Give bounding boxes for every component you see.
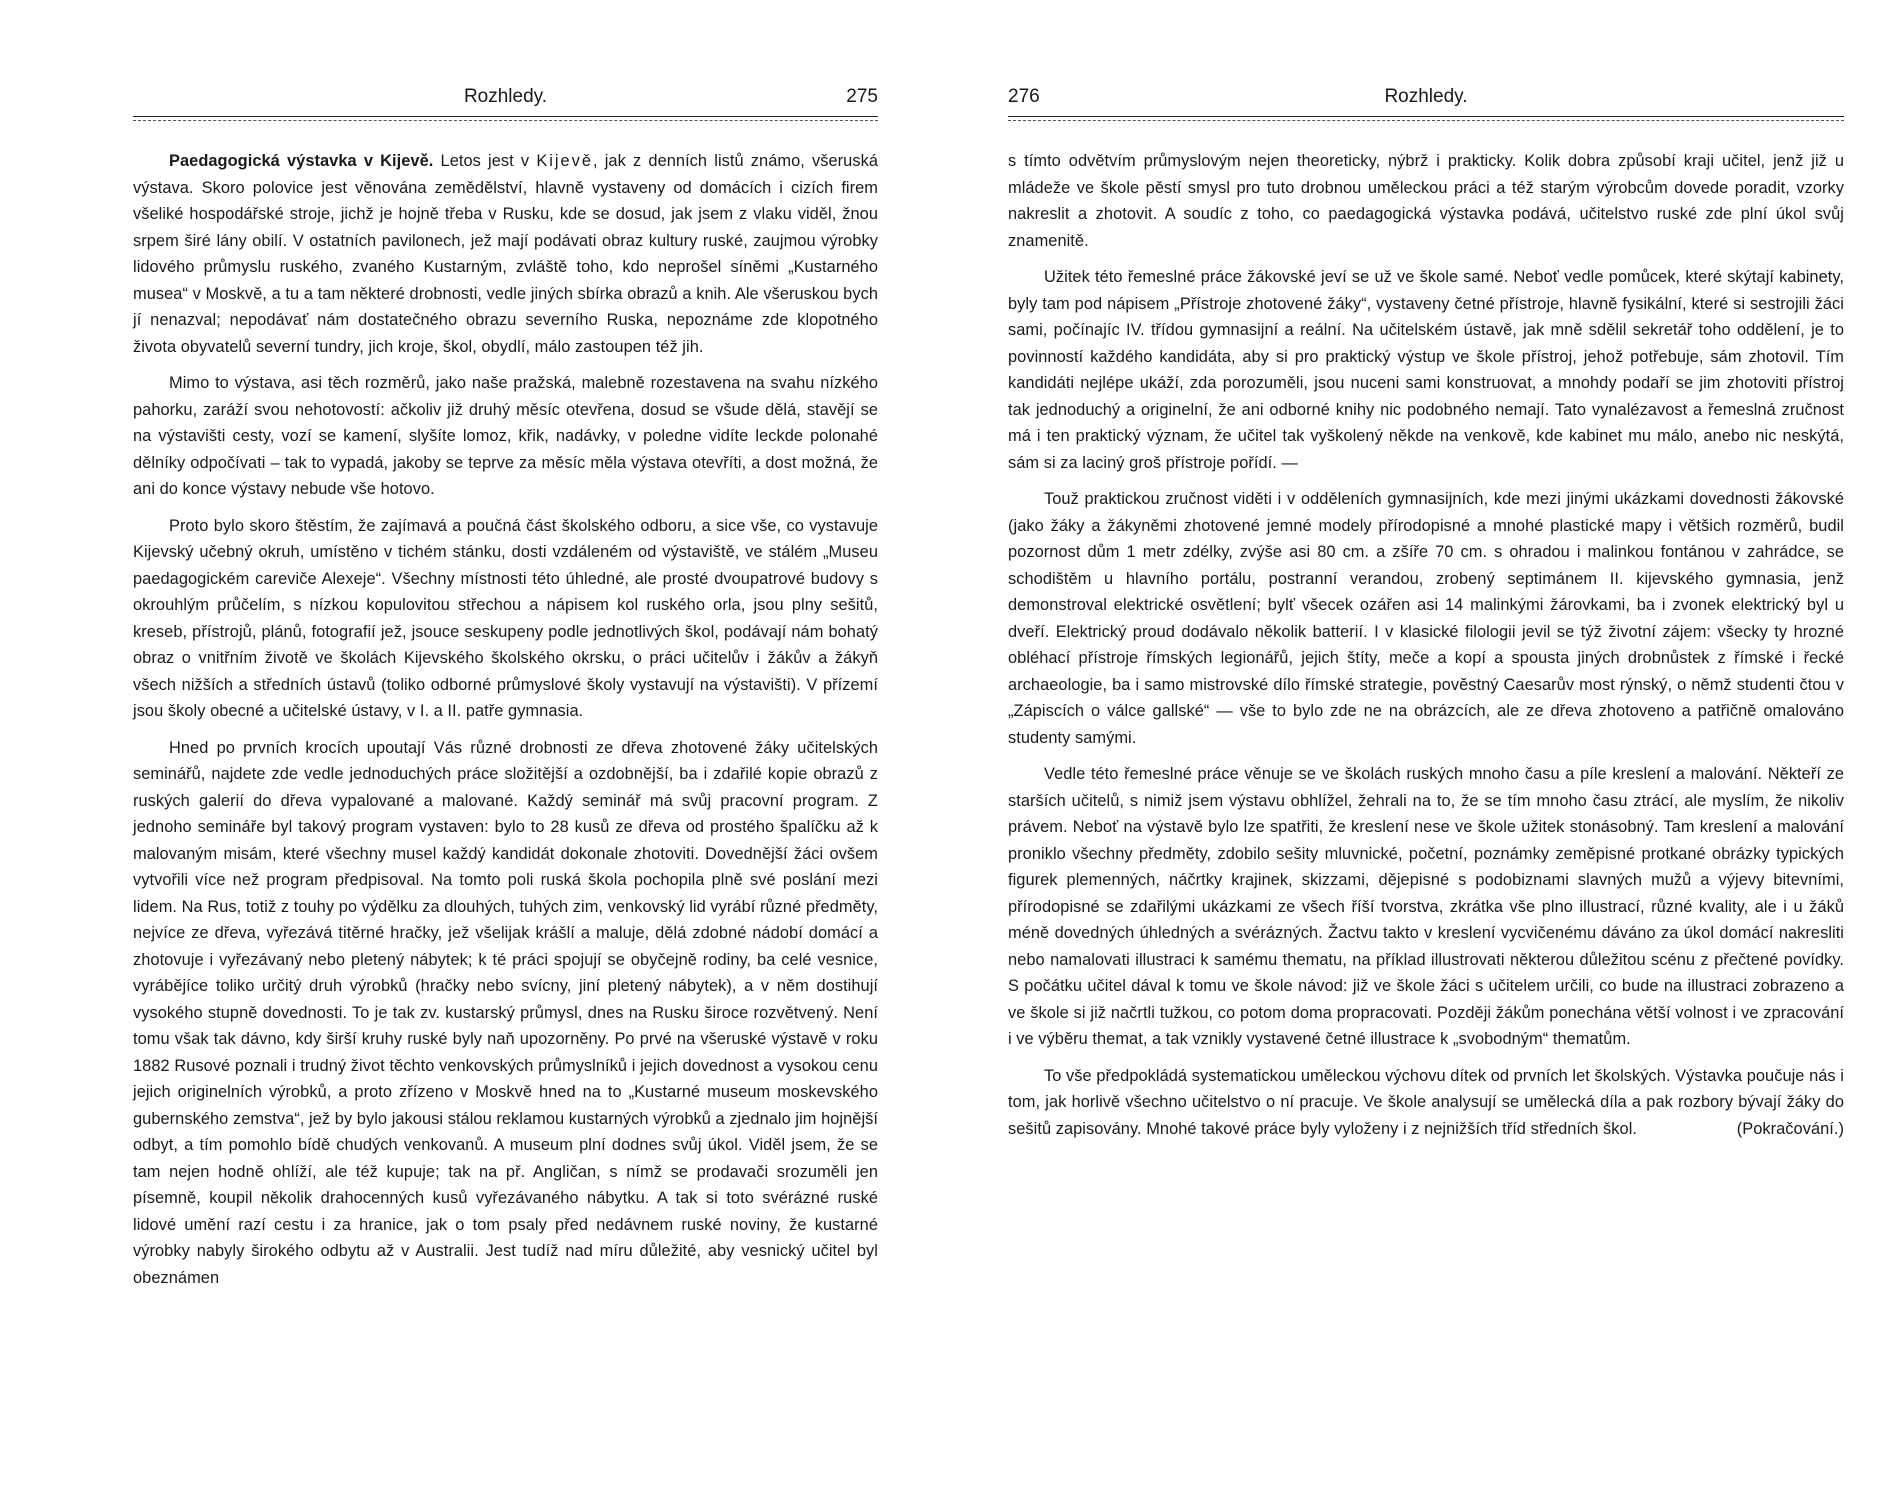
paragraph: Touž praktickou zručnost viděti i v odděleních gymnasijních, kde mezi jinými ukázkami dovednosti žákovské (jako žáky a žákyněmi zhotovené jemné modely přírodopisné a mnohé plastické mapy i většich rozměrů, budil pozornost dům 1 metr zdélky, zvýše asi 80 cm. a zšíře 70 cm. s ohradou i malinkou fontánou v zahrádce, se schodištěm u hlavního portálu, postranní verandou, zrobený septimánem II. kijevského gymnasia, jenž demonstroval elektrické osvětlení; bylť všecek ozářen asi 14 malinkými žárovkami, ba i zvonek elektrický byl u dveří. Elektrický proud dodávalo několik batterií. I v klasické filologii jevil se týž životní zájem: všecky ty hrozné obléhací přístroje římských legionářů, jejich štíty, meče a kopí a spousta jiných drobnůstek z římské i řecké archaeologie, ba i samo mistrovské dílo římské strategie, povĕstný Caesarův most rýnský, o němž studenti čtou v „Zápiscích o válce gallské“ — vše to bylo zde ne na obrázcích, ale ze dřeva zhotoveno a patřičně omalováno studenty samými. xyxy=(1008,490,1844,747)
running-head: Rozhledy. xyxy=(1384,86,1468,107)
paragraph-text: , jak z denních listů známo, všeruská výstava. Skoro polovice jest věnována zemědělství, hlavně vystaveny od domácích i cizích firem všeliké hospodářské stroje, jichž je hojně třeba v Rusku, kde se dosud, jak jsem z vlaku viděl, žnou srpem širé lány obilí. V ostatních pavilonech, jež mají podávati obraz kultury ruské, zaujmou výrobky lidového průmyslu ruského, zvaného Kustarným, zvláště toho, kdo neprošel síněmi „Kustarného musea“ v Moskvě, a tu a tam některé drobnosti, vedle jiných sbírka obrazů a knih. Ale všeruskou bych jí nenazval; nepodávať nám dostatečného obrazu severního Ruska, nepoznáme zde klopotného života obyvatelů severní tundry, jich kroje, škol, obydlí, málo zastoupen též jih. xyxy=(133,152,879,356)
paragraph-continuation: s tímto odvětvím průmyslovým nejen theoreticky, nýbrž i prakticky. Kolik dobra způsobí kraji učitel, jenž již u mládeže ve škole pěstí smysl pro tuto drobnou uměleckou práci a též starým výrobcům dovede poradit, vzorky nakreslit a zhotovit. A soudíc z toho, co paedagogická výstavka podává, učitelstvo ruské zde plní úkol svůj znamenitě. xyxy=(1008,152,1844,250)
paragraph: Užitek této řemeslné práce žákovské jeví se už ve škole samé. Neboť vedle pomůcek, které skýtají kabinety, byly tam pod nápisem „Přístroje zhotovené žáky“, vystaveny četné přístroje, hlavně fysikální, které si sestrojili žáci sami, počínajíc IV. třídou gymnasijní a reální. Na učitelském ústavě, jak mně sdělil sekretář toho oddělení, je to povinností každého kandidáta, aby si pro praktický výstup ve škole přístroj, jehož potřebuje, sám zhotovil. Tím kandidáti nejlépe ukáží, zda porozuměli, jsou nuceni sami konstruovat, a mnohdy podaří se jim zhotoviti přístroj tak jednoduchý a originelní, že ani odborné knihy nic podobného nemají. Tato vynalézavost a řemeslná zručnost má i ten praktický význam, že učitel tak vyškolený někde na venkově, kde kabinet mu málo, anebo nic neskýtá, sám si za laciný groš přístroje pořídí. — xyxy=(1008,268,1844,472)
paragraph xyxy=(133,148,878,360)
running-head: Rozhledy. xyxy=(463,86,548,107)
header-rule-dashed xyxy=(1008,120,1844,121)
continued-note: (Pokračování.) xyxy=(1736,1119,1844,1138)
article-title: Paedagogická výstavka v Kijevě. xyxy=(169,152,434,170)
page-header xyxy=(1008,86,1844,112)
header-rule-dashed xyxy=(133,120,878,121)
paragraph xyxy=(1008,1063,1844,1143)
spaced-word: Kijevě xyxy=(536,152,593,170)
paragraph-text: Letos jest v xyxy=(433,152,537,170)
page-number: 276 xyxy=(1008,86,1040,107)
page-header xyxy=(133,86,878,112)
paragraph: Proto bylo skoro štěstím, že zajímavá a poučná část školského odboru, a sice vše, co vystavuje Kijevský učebný okruh, umístěno v tichém stánku, dosti vzdáleném od výstaviště, ve stálém „Museu paedagogickém careviče Alexeje“. Všechny místnosti této úhledné, ale prosté dvoupatrové budovy s okrouhlým průčelím, s nízkou kopulovitou střechou a nápisem kol ruského orla, jsou plny sešitů, kreseb, přístrojů, plánů, fotografií jež, jsouce seskupeny podle jednotlivých škol, podávají nám bohatý obraz o vnitřním životě ve školách Kijevského školského okrsku, o práci učitelův i žákův a žákyň všech nižších a středních ústavů (toliko odborné průmyslové školy vystavují na výstavišti). V přízemí jsou školy obecné a učitelské ústavy, v I. a II. patře gymnasia. xyxy=(133,516,878,720)
page-body xyxy=(1008,148,1844,1152)
header-rule xyxy=(133,116,878,117)
paragraph: Vedle této řemeslné práce věnuje se ve školách ruských mnoho času a píle kreslení a malování. Někteří ze starších učitelů, s nimiž jsem výstavu obhlížel, žehrali na to, že se tím mnoho času ztrácí, ale myslím, že nikoliv právem. Neboť na výstavě bylo lze spatřiti, že kreslení nese ve škole užitek stonásobný. Tam kreslení a malování proniklo všechny předměty, zdobilo sešity mluvnické, početní, poznámky zeměpisné protkané obrázky typických figurek plemenných, náčrtky krajinek, skizzami, dějepisné s podobiznami slavných mužů a výjevy bitevními, přírodopisné se zdařilými ukázkami ze všech říší tvorstva, zkrátka vše plno illustrací, různé kvality, ale i u žáků méně dovedných úhledných a svérázných. Žactvu takto v kreslení vycvičenému dáváno za úkol domácí nakresliti nebo namalovati illustraci k samému thematu, na příklad illustrovati některou důležitou scénu z přečtené povídky. S počátku učitel dával k tomu ve škole návod: již ve škole žáci s učitelem určili, co bude na illustraci zobrazeno a ve škole si již načrtli tužkou, co potom doma propracovati. Později žákům ponechána větší volnost i ve zpracování i ve výběru themat, a tak vznikly vystavené četné illustrace k „svobodným“ thematům. xyxy=(1008,765,1844,1048)
paragraph: Mimo to výstava, asi těch rozměrů, jako naše pražská, malebně rozestavena na svahu nízkého pahorku, zaráží svou nehotovostí: ačkoliv již druhý měsíc otevřena, dosud se všude dělá, stavějí se na výstavišti cesty, vozí se kamení, slyšíte lomoz, křik, nadávky, v poledne vidíte leckde polonahé dělníky odpočívati – tak to vypadá, jakoby se teprve za měsíc měla výstava otevříti, a dost možná, že ani do konce výstavy nebude vše hotovo. xyxy=(133,374,878,498)
paragraph-text: To vše předpokládá systematickou uměleckou výchovu dítek od prvních let školských. Výstavka poučuje nás i tom, jak horlivě všechno učitelstvo o ní pracuje. Ve škole analysují se umělecká díla a pak rozbory bývají žáky do sešitů zapisovány. Mnohé takové práce byly vyloženy i z nejnižších tříd středních škol. xyxy=(1008,1066,1844,1138)
header-rule xyxy=(1008,116,1844,117)
page-body xyxy=(133,148,878,1301)
paragraph: Hned po prvních krocích upoutají Vás různé drobnosti ze dřeva zhotovené žáky učitelských seminářů, najdete zde vedle jednoduchých práce složitější a ozdobnější, ba i zdařilé kopie obrazů z ruských galerií do dřeva vypalované a malované. Každý seminář má svůj pracovní program. Z jednoho semináře byl takový program vystaven: bylo to 28 kusů ze dřeva od prostého špalíčku až k malovaným misám, které všechny musel každý kandidát dokonale zhotoviti. Dovednější žáci ovšem vytvořili více než program předpisoval. Na tomto poli ruská škola pochopila plně své poslání mezi lidem. Na Rus, totiž z touhy po výdělku za dlouhých, tuhých zim, venkovský lid vyrábí různé předměty, nejvíce ze dřeva, vyřezává titěrné hračky, jež všelijak krášlí a maluje, dělá zdobné nádobí domácí a zhotovuje i vyřezávaný nebo pletený nábytek; k té práci spojují se obyčejně rodiny, ba celé vesnice, vyrábějíce toliko určitý druh výrobků (hračky nebo svícny, jiní pletený nábytek), a v něm dostihují vysokého stupně dovednosti. To je tak zv. kustarský průmysl, dnes na Rusku široce rozvětvený. Není tomu však tak dávno, kdy širší kruhy ruské byly naň upozorněny. Po prvé na všeruské výstavě v roku 1882 Rusové poznali i trudný život těchto venkovských průmyslníků i jejich dovednost a vysokou cenu jejich originelních výrobků, a proto zřízeno v Moskvě hned na to „Kustarné museum moskevského gubernského zemstva“, jež by bylo jakousi stálou reklamou kustarných výrobků a zjednalo jim hojnější odbyt, a tím pomohlo bídě chudých venkovanů. A museum plní dodnes svůj úkol. Viděl jsem, že se tam nejen hodně ohlíží, ale též kupuje; tak na př. Angličan, s nímž se prodavači srozuměli jen písemně, koupil několik drahocenných kusů vyřezávaného nábytku. A tak si toto svérázné ruské lidové umění razí cestu i za hranice, jak o tom psaly před nedávnem ruské noviny, že kustarné výrobky nabyly širokého odbytu až v Australii. Jest tudíž nad míru důležité, aby vesnický učitel byl obeznámen xyxy=(133,738,878,1287)
page-number: 275 xyxy=(846,86,878,107)
